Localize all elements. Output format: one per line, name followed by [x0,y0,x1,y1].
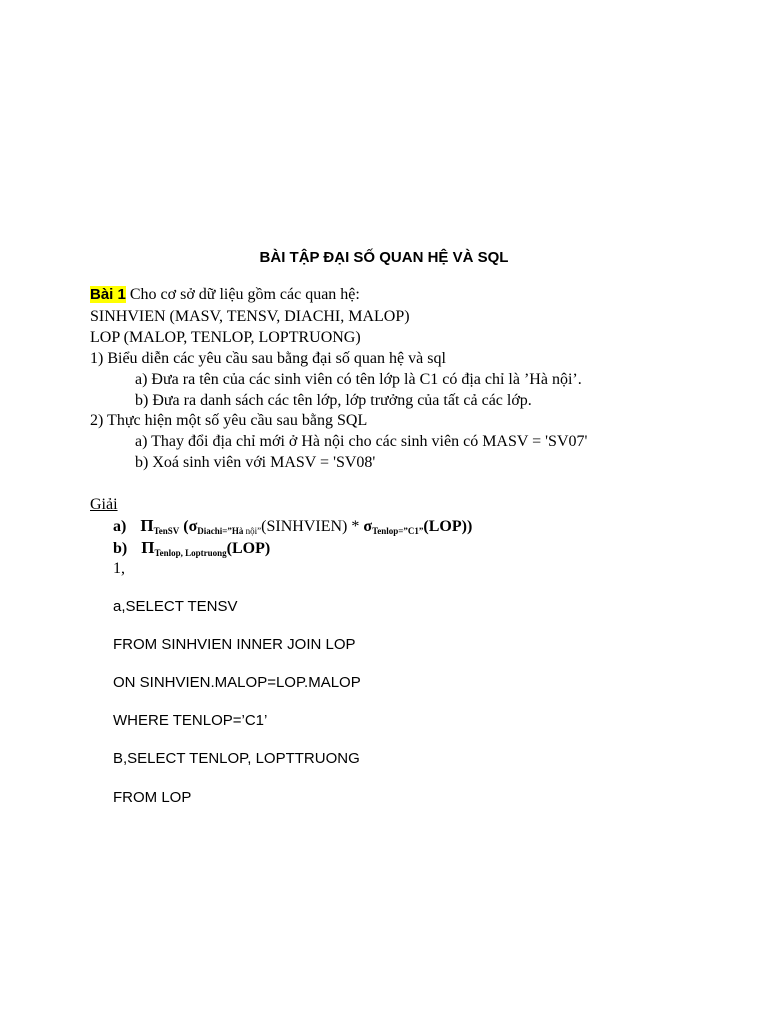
question-2b: b) Xoá sinh viên với MASV = 'SV08' [135,454,376,471]
solution-heading: Giải [90,496,118,513]
question-1b: b) Đưa ra danh sách các tên lớp, lớp trưởng của tất cả các lớp. [135,392,532,409]
pi-symbol: Π [140,516,154,535]
solution-b [113,538,270,558]
bai1-intro-line [90,286,360,304]
relation-end-b: (LOP) [226,540,271,557]
solution-a-marker: a) [113,518,127,535]
sigma1-subscript: Diachi=”Hà [197,526,246,536]
sql-line: a,SELECT TENSV [113,598,238,615]
page-title: BÀI TẬP ĐẠI SỐ QUAN HỆ VÀ SQL [259,249,509,266]
pi-subscript-b: Tenlop, Loptruong [154,548,227,558]
sigma2-subscript: Tenlop=”C1” [372,526,424,536]
sql-line: FROM LOP [113,789,192,806]
pi-subscript: TenSV [153,526,180,536]
sigma1-subscript-rest: nội” [245,526,262,536]
sql-line: ON SINHVIEN.MALOP=LOP.MALOP [113,674,361,691]
question-1a: a) Đưa ra tên của các sinh viên có tên lớp là C1 có địa chỉ là ’Hà nội’. [135,371,582,388]
sql-line: B,SELECT TENLOP, LOPTTRUONG [113,750,360,767]
solution-a [113,516,472,536]
solution-b-marker: b) [113,540,128,557]
question-2a: a) Thay đổi địa chỉ mới ở Hà nội cho các sinh viên có MASV = 'SV07' [135,433,588,450]
sigma-open: (σ [179,518,198,535]
bai1-intro: Cho cơ sở dữ liệu gồm các quan hệ: [125,286,360,303]
question-2: 2) Thực hiện một số yêu cầu sau bằng SQL [90,412,368,429]
schema-sinhvien: SINHVIEN (MASV, TENSV, DIACHI, MALOP) [90,308,410,325]
sql-line: FROM SINHVIEN INNER JOIN LOP [113,636,356,653]
question-1: 1) Biểu diễn các yêu cầu sau bằng đại số quan hệ và sql [90,350,446,367]
relation-middle: (SINHVIEN) * [261,518,364,535]
pi-symbol-b: Π [141,538,155,557]
solution-one: 1, [113,560,125,577]
relation-end: (LOP)) [423,518,473,535]
sql-line: WHERE TENLOP=’C1’ [113,712,268,729]
schema-lop: LOP (MALOP, TENLOP, LOPTRUONG) [90,329,361,346]
sigma2-symbol: σ [363,518,373,535]
bai1-label: Bài 1 [90,286,126,303]
